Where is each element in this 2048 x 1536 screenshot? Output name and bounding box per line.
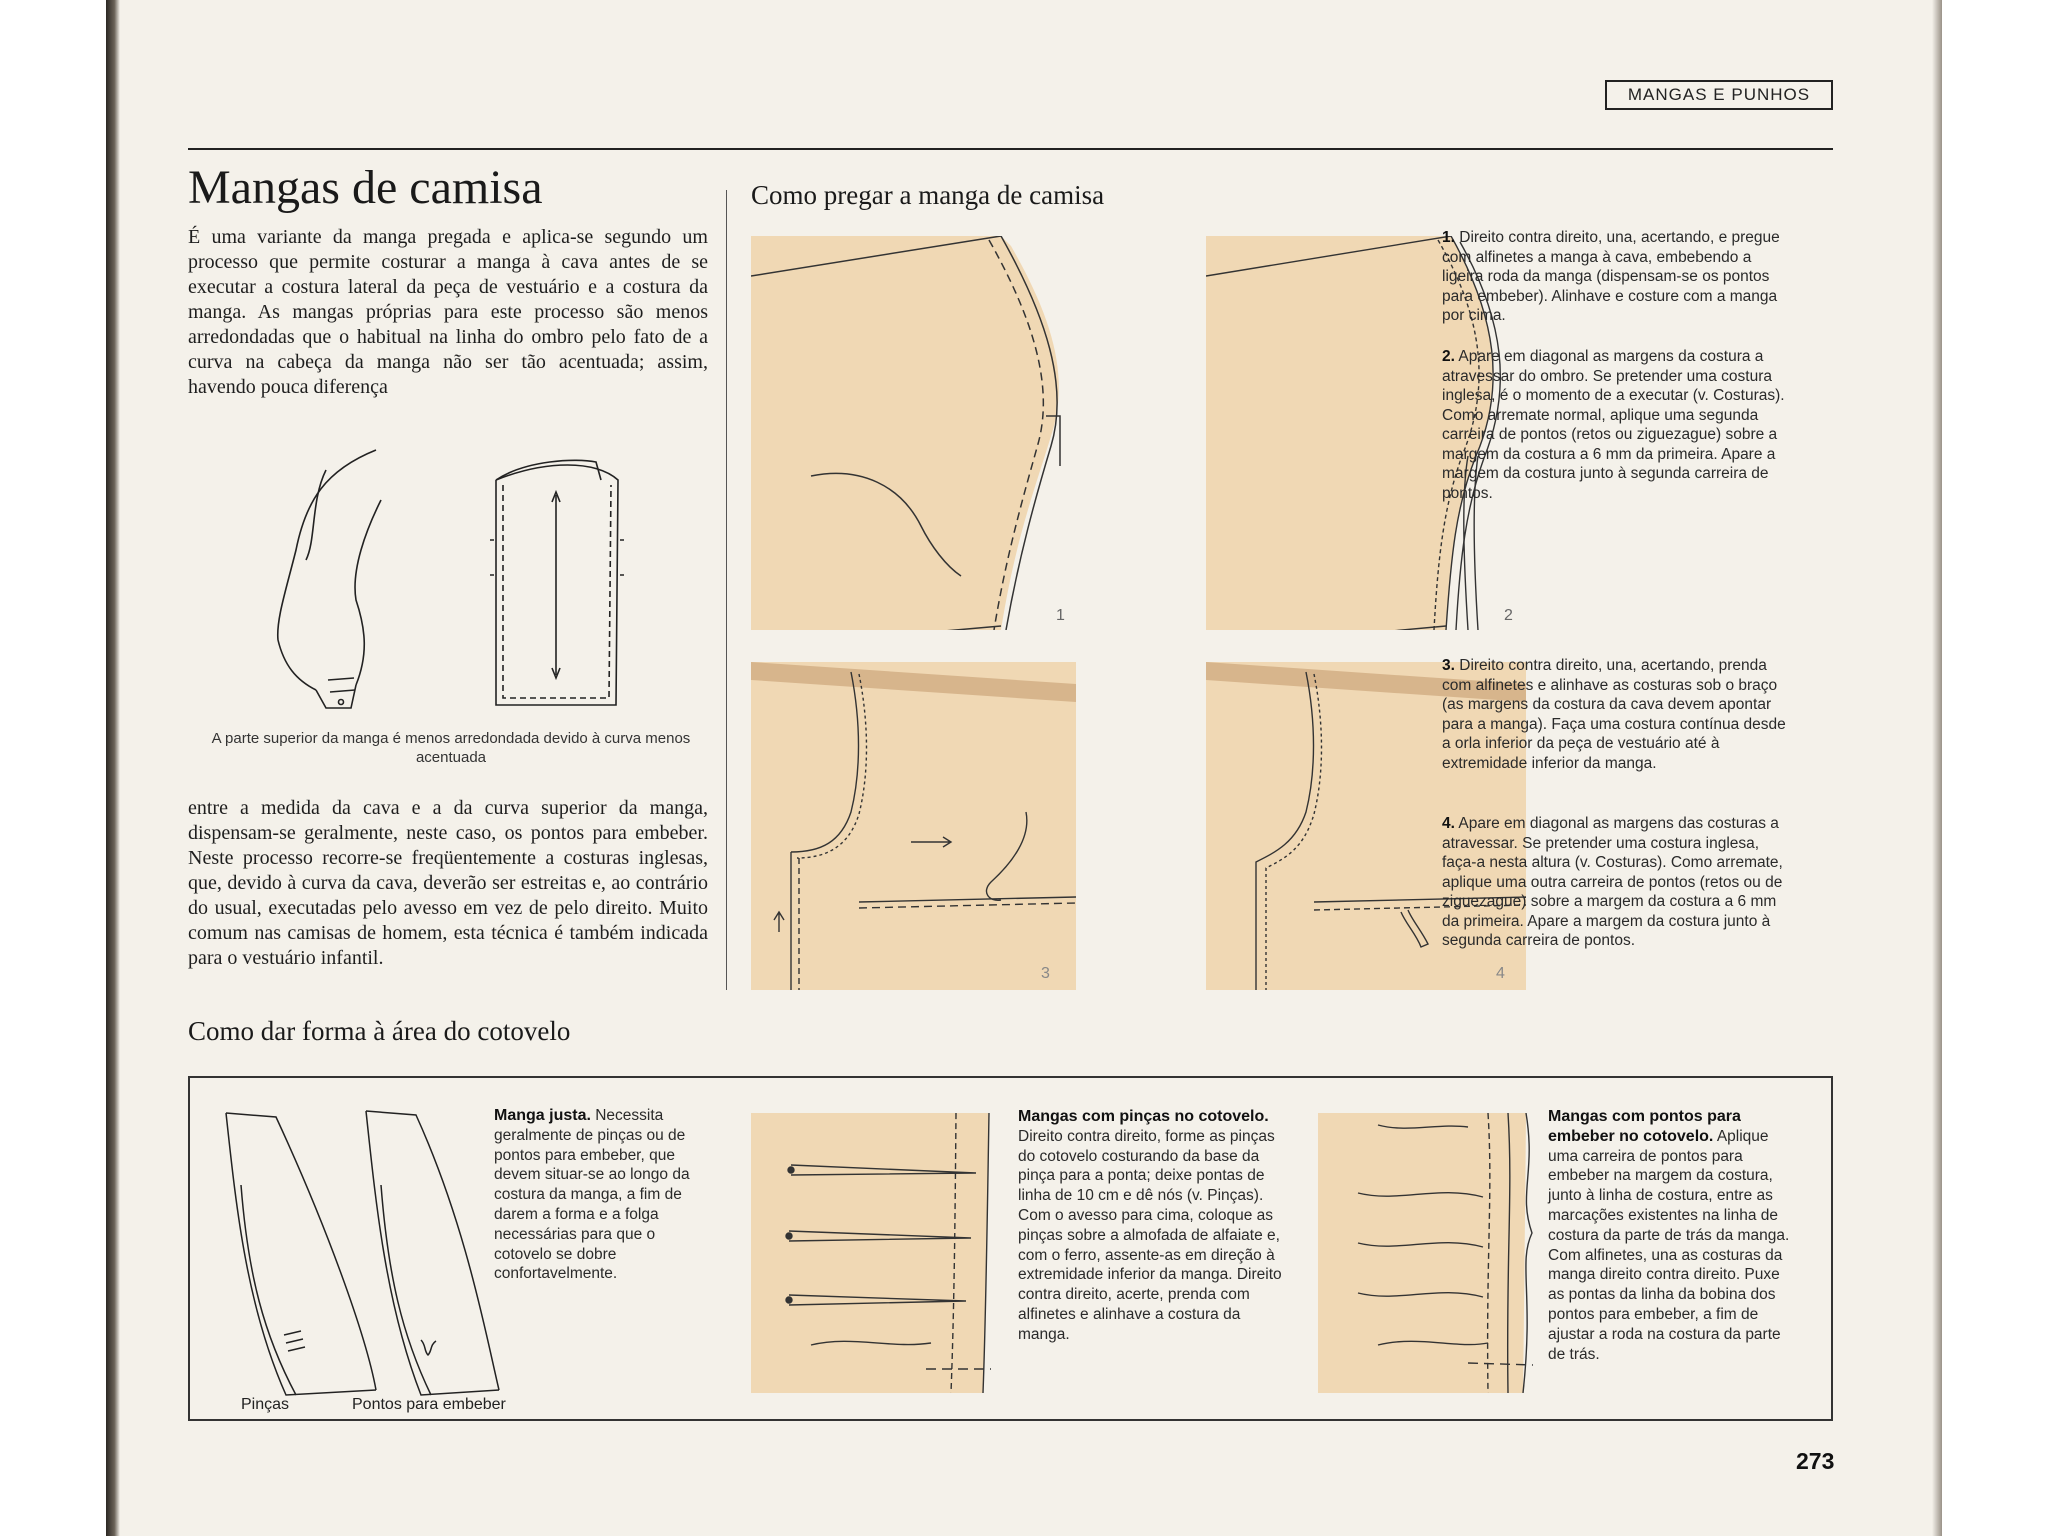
page-number: 273 <box>1796 1448 1835 1474</box>
sleeve-pattern-illustration <box>256 440 676 730</box>
step-1-text <box>1442 228 1792 326</box>
scan-margin-right <box>1942 0 2048 1536</box>
elbow-easing-figure <box>1318 1113 1568 1393</box>
figure-caption: A parte superior da manga é menos arredondada devido à curva menos acentuada <box>211 730 691 766</box>
step-2-figure-label: 2 <box>1504 607 1513 624</box>
elbow-item-1-body: Necessita geralmente de pinças ou de pontos para embeber, que devem situar-se ao longo da costura da manga, a fim de darem a forma e a folga necessárias para que o cotovelo se dobre confortavelmente. <box>494 1107 690 1283</box>
step-3-figure <box>751 662 1076 990</box>
elbow-item-3-text <box>1548 1107 1798 1364</box>
scan-margin-left <box>0 0 106 1536</box>
section-tag: MANGAS E PUNHOS <box>1605 80 1833 110</box>
elbow-item-1-title: Manga justa. <box>494 1107 591 1124</box>
step-1-figure-label: 1 <box>1056 607 1065 624</box>
elbow-item-3-body: Aplique uma carreira de pontos para embeber na margem da costura, junto à linha de costura, entre as marcações existentes na linha de costura da parte de trás da manga. Com alfinetes, una as costuras da manga direito contra direito. Puxe as pontas da linha da bobina dos pontos para embeber, a fim de ajustar a roda na costura da parte de trás. <box>1548 1127 1790 1363</box>
step-1-body: Direito contra direito, una, acertando, e pregue com alfinetes a manga à cava, embebendo a ligeira roda da manga (dispensam-se os pontos para embeber). Alinhave e costure com a manga por cima. <box>1442 229 1780 324</box>
step-1-figure <box>751 236 1076 630</box>
elbow-item-3-title: Mangas com pontos para embeber no cotovelo. <box>1548 1108 1741 1145</box>
step-2-number: 2. <box>1442 348 1455 365</box>
step-4-body: Apare em diagonal as margens das costuras a atravessar. Se pretender uma costura inglesa, faça-a nesta altura (v. Costuras). Como arremate, aplique uma outra carreira de pontos (retos ou de ziguezague) sobre a margem da costura a 6 mm da primeira. Apare a margem da costura junto à segunda carreira de pontos. <box>1442 815 1783 949</box>
step-2-text <box>1442 347 1792 503</box>
label-pontos-embeber: Pontos para embeber <box>352 1396 506 1413</box>
elbow-item-2-body: Direito contra direito, forme as pinças do cotovelo costurando da base da pinça para a ponta; deixe pontas de linha de 10 cm e dê nós (v. Pinças). Com o avesso para cima, coloque as pinças sobre a almofada de alfaiate e, com o ferro, assente-as em direção à extremidade inferior da manga. Direito contra direito, acerte, prenda com alfinetes e alinhave a costura da manga. <box>1018 1127 1282 1343</box>
step-3-text <box>1442 656 1792 773</box>
step-3-number: 3. <box>1442 657 1455 674</box>
header-rule <box>188 148 1833 150</box>
page-title: Mangas de camisa <box>188 161 543 214</box>
step-4-text <box>1442 814 1792 951</box>
intro-paragraph-2: entre a medida da cava e a da curva superior da manga, dispensam-se geralmente, neste caso, os pontos para embeber. Neste processo recorre-se freqüentemente a costuras inglesas, que, devido à curva da cava, deverão ser estreitas e, ao contrário do usual, executadas pelo avesso em vez de pelo direito. Muito comum nas camisas de homem, esta técnica é também indicada para o vestuário infantil. <box>188 797 708 969</box>
step-1-number: 1. <box>1442 229 1455 246</box>
section-heading-elbow: Como dar forma à área do cotovelo <box>188 1016 571 1046</box>
column-divider <box>726 190 727 990</box>
book-page <box>106 0 1942 1536</box>
elbow-item-2-text <box>1018 1107 1288 1345</box>
step-3-figure-label: 3 <box>1041 965 1050 982</box>
step-3-body: Direito contra direito, una, acertando, prenda com alfinetes e alinhave as costuras sob o braço (as margens da costura da cava devem apontar para a manga). Faça uma costura contínua desde a orla inferior da peça de vestuário até à extremidade inferior da manga. <box>1442 657 1786 772</box>
section-heading-attach: Como pregar a manga de camisa <box>751 180 1105 210</box>
elbow-darts-figure <box>751 1113 1001 1393</box>
step-2-body: Apare em diagonal as margens da costura a atravessar do ombro. Se pretender uma costura inglesa, é o momento de a executar (v. Costuras). Como arremate normal, aplique uma segunda carreira de pontos (retos ou ziguezague) sobre a margem da costura a 6 mm da primeira. Apare a margem da costura junto à segunda carreira de pontos. <box>1442 348 1785 502</box>
label-pincas: Pinças <box>241 1396 290 1413</box>
elbow-item-1-text <box>494 1106 714 1284</box>
intro-paragraph-1: É uma variante da manga pregada e aplica-se segundo um processo que permite costurar a manga à cava antes de se executar a costura lateral da peça de vestuário e a costura da manga. As mangas próprias para este processo são menos arredondadas que o habitual na linha do ombro pelo fato de a curva na cabeça da manga não ser tão acentuada; assim, havendo pouca diferença <box>188 226 708 398</box>
elbow-item-2-title: Mangas com pinças no cotovelo. <box>1018 1108 1269 1125</box>
step-4-number: 4. <box>1442 815 1455 832</box>
step-4-figure-label: 4 <box>1496 965 1505 982</box>
